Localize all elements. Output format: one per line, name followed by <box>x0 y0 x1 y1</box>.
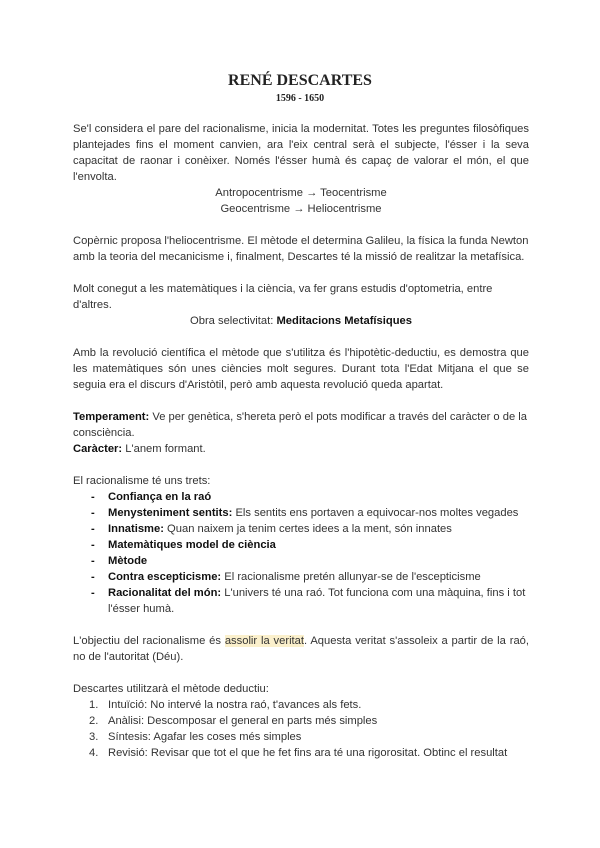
method-intro: Descartes utilitzarà el mètode deductiu: <box>73 683 269 695</box>
trait-desc: L'univers té una raó. Tot funciona com una màquina, fins i tot l'ésser humà. <box>108 587 526 615</box>
centered-line-antropocentrisme: Antropocentrisme → Teocentrisme <box>215 187 387 199</box>
caracter-definition <box>73 441 529 457</box>
trait-desc: Quan naixem ja tenim certes idees a la ment, són innates <box>163 523 452 535</box>
spacer <box>73 665 529 681</box>
step-text: Intuïció: No intervé la nostra raó, t'avances als fets. <box>108 699 362 711</box>
step-number: 3. <box>89 731 99 743</box>
spacer <box>73 217 529 233</box>
revolution-paragraph: Amb la revolució científica el mètode que s'utilitza és l'hipotètic-deductiu, es demostra que les matemàtiques són unes ciències molt segures. Durant tota l'Edat Mitjana el que se seguia era el discurs d'Aristòtil, però amb aquesta revolució queda apartat. <box>73 347 529 391</box>
objective-before: L'objectiu del racionalisme és <box>73 635 225 647</box>
trait-term: Innatisme: <box>108 523 164 535</box>
trait-term: Confiança en la raó <box>108 491 212 503</box>
method-steps-list <box>73 697 529 761</box>
step-number: 4. <box>89 747 99 759</box>
copernic-paragraph: Copèrnic proposa l'heliocentrisme. El mètode el determina Galileu, la física la funda Newton amb la teoria del mecanicisme i, finalment, Descartes té la missió de realitzar la metafísica. <box>73 235 529 263</box>
traits-list <box>73 489 529 617</box>
dash-bullet: - <box>91 571 95 583</box>
step-text: Síntesis: Agafar les coses més simples <box>108 731 302 743</box>
list-item <box>73 537 529 553</box>
temperament-definition <box>73 409 529 441</box>
objective-after: . Aquesta veritat s'assoleix a partir de la raó, no de l'autoritat (Déu). <box>73 635 529 663</box>
trait-term: Mètode <box>108 555 148 567</box>
list-item <box>73 713 529 729</box>
trait-desc: El racionalisme pretén allunyar-se de l'escepticisme <box>221 571 481 583</box>
spacer <box>73 457 529 473</box>
work-title: Meditacions Metafísiques <box>276 315 412 327</box>
work-label: Obra selectivitat: <box>190 315 277 327</box>
step-number: 2. <box>89 715 99 727</box>
centered-line-geocentrisme: Geocentrisme → Heliocentrisme <box>220 203 382 215</box>
highlighted-text: assolir la veritat <box>224 635 304 647</box>
life-dates: 1596 - 1650 <box>275 93 325 104</box>
list-item <box>73 745 529 761</box>
spacer <box>73 617 529 633</box>
trait-term: Matemàtiques model de ciència <box>108 539 276 551</box>
step-number: 1. <box>89 699 99 711</box>
dash-bullet: - <box>91 539 95 551</box>
intro-paragraph: Se'l considera el pare del racionalisme, inicia la modernitat. Totes les preguntes filosòfiques plantejades fins el moment canvien, ara l'eix central serà el subjecte, l'ésser i la seva capacitat de raonar i conèixer. Només l'ésser humà és capaç de valorar el món, el que l'envolta. <box>73 123 529 183</box>
spacer <box>73 393 529 409</box>
list-item <box>73 585 529 617</box>
trait-desc: Els sentits ens portaven a equivocar-nos moltes vegades <box>232 507 519 519</box>
caracter-term: Caràcter: <box>73 443 123 455</box>
trait-term: Menysteniment sentits: <box>108 507 233 519</box>
caracter-text: L'anem formant. <box>122 443 206 455</box>
list-item <box>73 697 529 713</box>
objective-paragraph <box>73 633 529 665</box>
temperament-text: Ve per genètica, s'hereta però el pots modificar a través del caràcter o de la consciència. <box>73 411 528 439</box>
spacer <box>73 329 529 345</box>
dash-bullet: - <box>91 523 95 535</box>
page-title: RENÉ DESCARTES <box>228 72 372 89</box>
dash-bullet: - <box>91 507 95 519</box>
list-item <box>73 505 529 521</box>
temperament-term: Temperament: <box>73 411 150 423</box>
step-text: Anàlisi: Descomposar el general en parts més simples <box>108 715 378 727</box>
step-text: Revisió: Revisar que tot el que he fet fins ara té una rigorositat. Obtinc el resultat <box>108 747 508 759</box>
spacer <box>73 265 529 281</box>
list-item <box>73 569 529 585</box>
trait-term: Racionalitat del món: <box>108 587 222 599</box>
dash-bullet: - <box>91 587 95 599</box>
math-paragraph: Molt conegut a les matemàtiques i la ciència, va fer grans estudis d'optometria, entre d'altres. <box>73 283 493 311</box>
document-body <box>73 121 529 761</box>
trait-term: Contra escepticisme: <box>108 571 222 583</box>
dash-bullet: - <box>91 491 95 503</box>
traits-intro: El racionalisme té uns trets: <box>73 475 211 487</box>
list-item <box>73 553 529 569</box>
selectivitat-work-line <box>73 313 529 329</box>
list-item <box>73 521 529 537</box>
list-item <box>73 729 529 745</box>
dash-bullet: - <box>91 555 95 567</box>
list-item <box>73 489 529 505</box>
